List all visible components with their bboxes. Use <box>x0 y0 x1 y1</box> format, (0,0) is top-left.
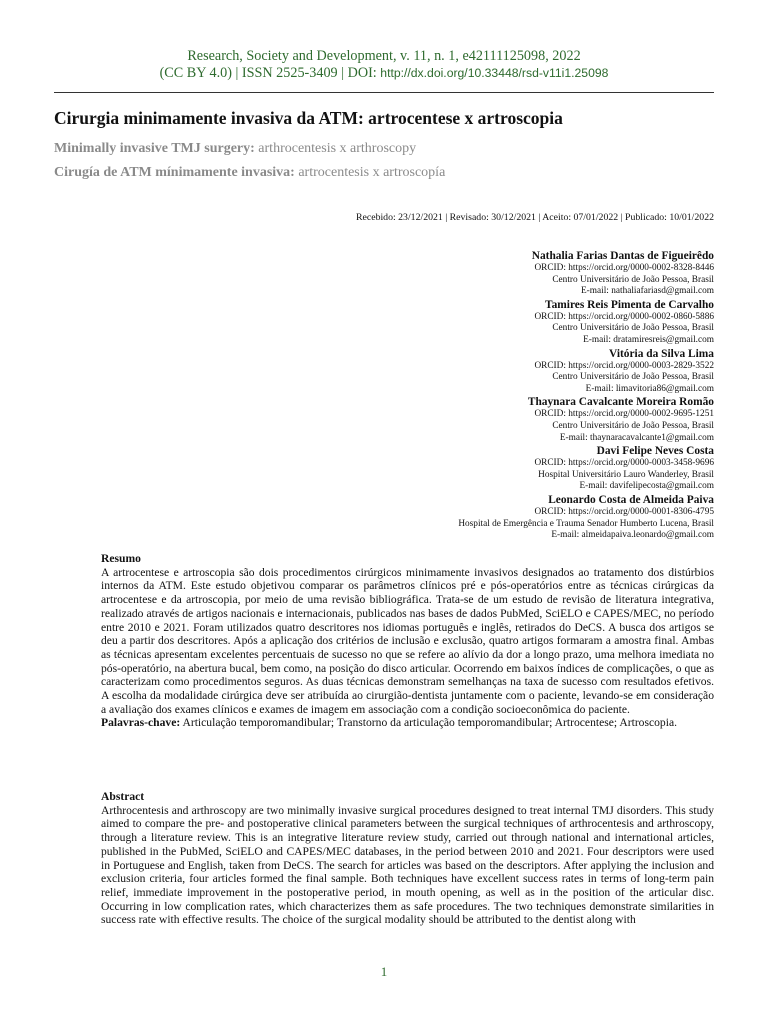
author-name: Nathalia Farias Dantas de Figueirêdo <box>531 250 714 262</box>
author-affiliation: Centro Universitário de João Pessoa, Brasil <box>552 372 714 383</box>
author-orcid[interactable]: ORCID: https://orcid.org/0000-0002-9695-1251 <box>534 409 714 420</box>
author-block <box>294 249 714 298</box>
author-block <box>294 444 714 493</box>
author-block <box>294 395 714 444</box>
author-email[interactable]: E-mail: davifelipecosta@gmail.com <box>579 481 714 492</box>
journal-header <box>0 48 768 82</box>
author-email[interactable]: E-mail: thaynaracavalcante1@gmail.com <box>559 432 714 443</box>
spanish-title-bold: Cirugía de ATM mínimamente invasiva: <box>54 165 295 180</box>
author-affiliation: Centro Universitário de João Pessoa, Brasil <box>552 323 714 334</box>
author-name: Davi Felipe Neves Costa <box>596 445 714 458</box>
author-block <box>294 493 714 542</box>
author-name: Thaynara Cavalcante Moreira Romão <box>527 396 714 409</box>
author-name: Vitória da Silva Lima <box>609 347 714 360</box>
author-orcid[interactable]: ORCID: https://orcid.org/0000-0003-2829-3522 <box>534 360 714 371</box>
keywords-label: Palavras-chave: <box>101 716 181 730</box>
author-list <box>294 249 714 542</box>
journal-license-line <box>0 65 768 82</box>
author-affiliation: Centro Universitário de João Pessoa, Brasil <box>552 274 714 285</box>
doi-link[interactable]: http://dx.doi.org/10.33448/rsd-v11i1.25098 <box>380 66 609 80</box>
author-orcid[interactable]: ORCID: https://orcid.org/0000-0002-8328-8446 <box>534 263 714 273</box>
license-issn: (CC BY 4.0) | ISSN 2525-3409 | DOI: <box>159 65 381 81</box>
author-block <box>294 347 714 396</box>
author-name: Tamires Reis Pimenta de Carvalho <box>545 298 714 311</box>
publication-dates: Recebido: 23/12/2021 | Revisado: 30/12/2021 | Aceito: 07/01/2022 | Publicado: 10/01/2022 <box>355 212 714 223</box>
resumo-heading: Resumo <box>101 552 141 565</box>
abstract-heading: Abstract <box>101 790 145 803</box>
author-affiliation: Hospital de Emergência e Trauma Senador Humberto Lucena, Brasil <box>458 518 714 529</box>
author-orcid[interactable]: ORCID: https://orcid.org/0000-0002-0860-5886 <box>534 311 714 322</box>
author-name: Leonardo Costa de Almeida Paiva <box>548 493 714 506</box>
author-affiliation: Hospital Universitário Lauro Wanderley, Brasil <box>538 469 714 480</box>
author-email[interactable]: E-mail: nathaliafariasd@gmail.com <box>581 286 714 297</box>
spanish-title <box>54 165 445 181</box>
spanish-title-rest: artrocentesis x artroscopía <box>294 165 446 180</box>
english-title <box>54 141 416 157</box>
page-number: 1 <box>380 964 388 979</box>
author-orcid[interactable]: ORCID: https://orcid.org/0000-0001-8306-4795 <box>534 506 714 517</box>
resumo-body: A artrocentese e artroscopia são dois procedimentos cirúrgicos minimamente invasivos designados ao tratamento dos distúrbios internos da ATM. Este estudo objetivou comparar os parâmetros clínicos pré e pós-operatórios entre as técnicas cirúrgicas da artrocentese e da artroscopia, por meio de uma revisão bibliográfica. Trata-se de um estudo de revisão de literatura integrativa, realizado através de artigos nacionais e internacionais, publicados nas bases de dados PubMed, SciELO e CAPES/MEC, no período entre 2010 e 2021. Foram utilizados quatro descritores nos idiomas português e inglês, retirados do DeCS. A busca dos artigos se deu a partir dos descritores. Após a aplicação dos critérios de inclusão e exclusão, quatro artigos formaram a amostra final. Ambas as técnicas apresentam excelentes percentuais de sucesso no que se refere ao alívio da dor a longo prazo, uma melhora imediata no pós-operatório, na abertura bucal, bem como, na posição do disco articular. Ocorrendo em baixos índices de complicações, o que as caracterizam como procedimentos seguros. As duas técnicas demonstram semelhanças na taxa de sucesso com resultados efetivos. A escolha da modalidade cirúrgica deve ser atribuída ao cirurgião-dentista juntamente com o paciente, levando-se em consideração a avaliação dos exames clínicos e exames de imagem em associação com a condição socioeconômica do paciente. <box>101 565 714 716</box>
keywords-list: Articulação temporomandibular; Transtorno da articulação temporomandibular; Artrocentese; Artroscopia. <box>180 716 677 730</box>
english-title-bold: Minimally invasive TMJ surgery: <box>54 141 255 156</box>
author-email[interactable]: E-mail: almeidapaiva.leonardo@gmail.com <box>551 530 714 541</box>
author-email[interactable]: E-mail: dratamiresreis@gmail.com <box>583 334 714 345</box>
author-email[interactable]: E-mail: limavitoria86@gmail.com <box>585 383 714 394</box>
header-divider <box>54 92 714 93</box>
author-orcid[interactable]: ORCID: https://orcid.org/0000-0003-3458-9696 <box>534 458 714 469</box>
author-affiliation: Centro Universitário de João Pessoa, Brasil <box>552 420 714 431</box>
abstract-section <box>101 790 714 927</box>
english-title-rest: arthrocentesis x arthroscopy <box>254 141 417 156</box>
abstract-body: Arthrocentesis and arthroscopy are two minimally invasive surgical procedures designed to treat internal TMJ disorders. This study aimed to compare the pre- and postoperative clinical parameters between the surgical techniques of arthrocentesis and arthroscopy, through a literature review. This is an integrative literature review study, carried out through national and international articles, published in the PubMed, SciELO and CAPES/MEC databases, in the period between 2010 and 2021. Four descriptors were used in Portuguese and English, taken from DeCS. The search for articles was based on the descriptors. After applying the inclusion and exclusion criteria, four articles formed the final sample. Both techniques have excellent success rates in terms of long-term pain relief, immediate improvement in the postoperative period, in mouth opening, as well as in the position of the articular disc. Occurring in low complication rates, which characterizes them as safe procedures. The two techniques demonstrate similarities in success rate with effective results. The choice of the surgical modality should be attributed to the dentist along with <box>101 803 714 927</box>
journal-citation: Research, Society and Development, v. 11, n. 1, e42111125098, 2022 <box>187 48 581 64</box>
article-title: Cirurgia minimamente invasiva da ATM: artrocentese x artroscopia <box>54 108 563 128</box>
keywords <box>101 716 714 730</box>
resumo-section <box>101 552 714 730</box>
author-block <box>294 298 714 347</box>
